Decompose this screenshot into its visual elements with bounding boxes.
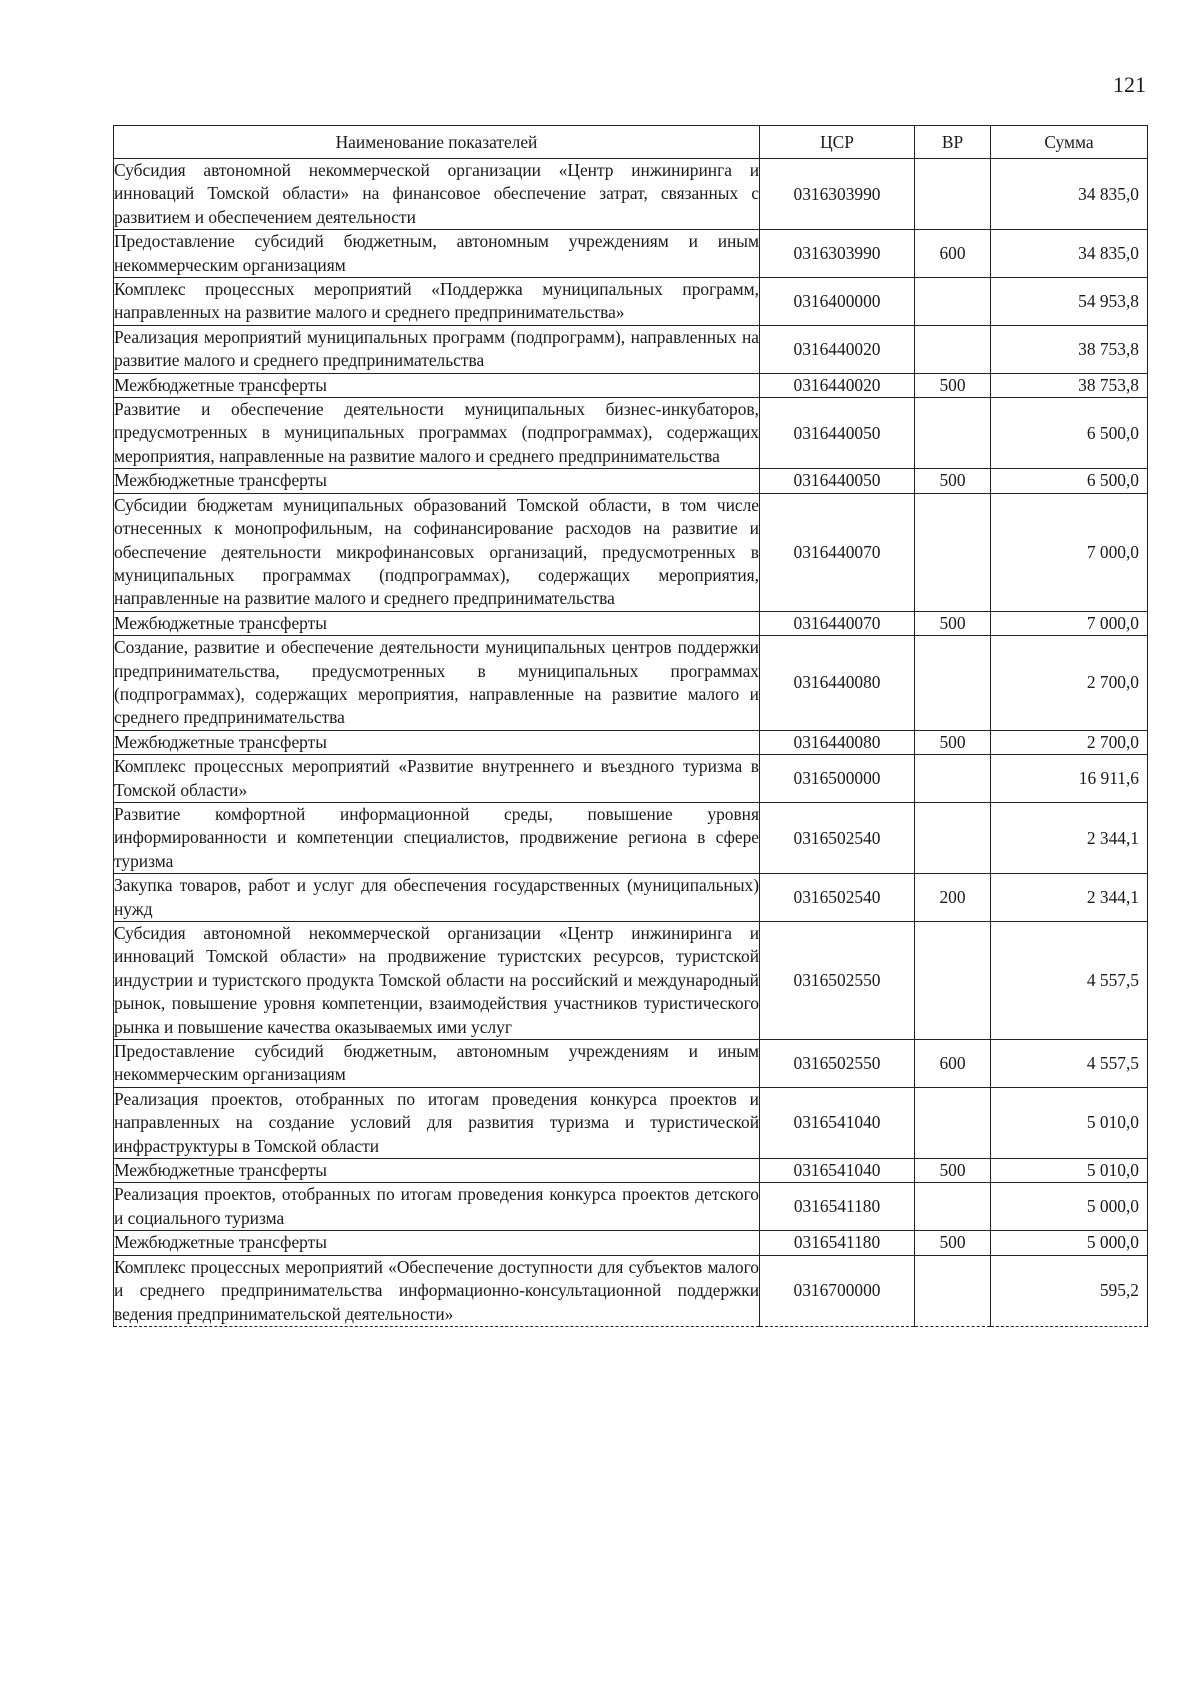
row-sum: 34 835,0 — [991, 230, 1148, 278]
row-vr — [915, 493, 991, 611]
row-csr: 0316440020 — [760, 325, 915, 373]
page-number: 121 — [1113, 72, 1146, 97]
row-sum: 7 000,0 — [991, 611, 1148, 635]
row-name: Развитие и обеспечение деятельности муниципальных бизнес-инкубаторов, предусмотренных в муниципальных программах (подпрограммах), содержащих мероприятия, направленные на развитие малого и среднего предпринимательства — [114, 398, 760, 469]
row-csr: 0316502550 — [760, 1040, 915, 1088]
row-sum: 4 557,5 — [991, 1040, 1148, 1088]
table-row — [114, 802, 1148, 873]
row-name: Субсидии бюджетам муниципальных образований Томской области, в том числе отнесенных к монопрофильным, на софинансирование расходов на развитие и обеспечение деятельности микрофинансовых организаций, предусмотренных в муниципальных программах (подпрограммах), содержащих мероприятия, направленные на развитие малого и среднего предпринимательства — [114, 493, 760, 611]
row-sum: 5 010,0 — [991, 1159, 1148, 1183]
row-vr — [915, 325, 991, 373]
header-vr: ВР — [915, 126, 991, 159]
row-sum: 6 500,0 — [991, 469, 1148, 493]
row-vr — [915, 755, 991, 803]
row-sum: 7 000,0 — [991, 493, 1148, 611]
row-sum: 2 700,0 — [991, 730, 1148, 754]
row-vr: 500 — [915, 373, 991, 397]
row-name: Субсидия автономной некоммерческой организации «Центр инжиниринга и инноваций Томской области» на финансовое обеспечение затрат, связанных с развитием и обеспечением деятельности — [114, 159, 760, 230]
row-sum: 595,2 — [991, 1255, 1148, 1326]
row-name: Развитие комфортной информационной среды, повышение уровня информированности и компетенции специалистов, продвижение региона в сфере туризма — [114, 802, 760, 873]
row-vr: 500 — [915, 1159, 991, 1183]
row-csr: 0316440050 — [760, 398, 915, 469]
row-vr: 500 — [915, 611, 991, 635]
row-csr: 0316440080 — [760, 730, 915, 754]
table-row — [114, 1231, 1148, 1255]
row-name: Межбюджетные трансферты — [114, 1231, 760, 1255]
table-row — [114, 922, 1148, 1040]
table-row — [114, 159, 1148, 230]
row-sum: 2 344,1 — [991, 802, 1148, 873]
row-name: Реализация мероприятий муниципальных программ (подпрограмм), направленных на развитие малого и среднего предпринимательства — [114, 325, 760, 373]
row-sum: 4 557,5 — [991, 922, 1148, 1040]
row-vr: 500 — [915, 469, 991, 493]
row-sum: 34 835,0 — [991, 159, 1148, 230]
table-row — [114, 493, 1148, 611]
row-sum: 5 010,0 — [991, 1087, 1148, 1158]
row-name: Создание, развитие и обеспечение деятельности муниципальных центров поддержки предпринимательства, предусмотренных в муниципальных программах (подпрограммах), содержащих мероприятия, направленные на развитие малого и среднего предпринимательства — [114, 636, 760, 731]
row-vr — [915, 398, 991, 469]
row-name: Межбюджетные трансферты — [114, 469, 760, 493]
row-csr: 0316541040 — [760, 1087, 915, 1158]
row-csr: 0316400000 — [760, 278, 915, 326]
table-row — [114, 1183, 1148, 1231]
row-vr — [915, 1183, 991, 1231]
table-row — [114, 325, 1148, 373]
row-sum: 5 000,0 — [991, 1231, 1148, 1255]
row-csr: 0316440080 — [760, 636, 915, 731]
table-row — [114, 730, 1148, 754]
row-csr: 0316502550 — [760, 922, 915, 1040]
row-vr — [915, 1255, 991, 1326]
row-csr: 0316700000 — [760, 1255, 915, 1326]
row-sum: 2 344,1 — [991, 874, 1148, 922]
header-sum: Сумма — [991, 126, 1148, 159]
row-name: Реализация проектов, отобранных по итогам проведения конкурса проектов и направленных на создание условий для развития туризма и туристической инфраструктуры в Томской области — [114, 1087, 760, 1158]
table-row — [114, 1255, 1148, 1326]
row-vr: 500 — [915, 730, 991, 754]
row-csr: 0316303990 — [760, 230, 915, 278]
row-sum: 6 500,0 — [991, 398, 1148, 469]
table-row — [114, 230, 1148, 278]
row-sum: 54 953,8 — [991, 278, 1148, 326]
row-name: Межбюджетные трансферты — [114, 1159, 760, 1183]
row-sum: 38 753,8 — [991, 373, 1148, 397]
row-sum: 16 911,6 — [991, 755, 1148, 803]
row-name: Субсидия автономной некоммерческой организации «Центр инжиниринга и инноваций Томской области» на продвижение туристских ресурсов, туристской индустрии и туристского продукта Томской области на российский и международный рынок, повышение уровня компетенции, взаимодействия участников туристического рынка и повышение качества оказываемых ими услуг — [114, 922, 760, 1040]
table-row — [114, 1159, 1148, 1183]
row-name: Закупка товаров, работ и услуг для обеспечения государственных (муниципальных) нужд — [114, 874, 760, 922]
budget-table — [113, 125, 1148, 1327]
row-csr: 0316541180 — [760, 1183, 915, 1231]
row-csr: 0316440070 — [760, 611, 915, 635]
table-row — [114, 469, 1148, 493]
row-name: Предоставление субсидий бюджетным, автономным учреждениям и иным некоммерческим организациям — [114, 230, 760, 278]
table-row — [114, 611, 1148, 635]
row-sum: 5 000,0 — [991, 1183, 1148, 1231]
table-body — [114, 159, 1148, 1327]
row-vr — [915, 278, 991, 326]
row-sum: 38 753,8 — [991, 325, 1148, 373]
table-header-row — [114, 126, 1148, 159]
table-row — [114, 278, 1148, 326]
row-name: Предоставление субсидий бюджетным, автономным учреждениям и иным некоммерческим организациям — [114, 1040, 760, 1088]
row-vr: 600 — [915, 230, 991, 278]
row-csr: 0316500000 — [760, 755, 915, 803]
row-name: Межбюджетные трансферты — [114, 611, 760, 635]
table-row — [114, 373, 1148, 397]
row-name: Комплекс процессных мероприятий «Развитие внутреннего и въездного туризма в Томской области» — [114, 755, 760, 803]
row-csr: 0316541040 — [760, 1159, 915, 1183]
row-vr: 600 — [915, 1040, 991, 1088]
header-csr: ЦСР — [760, 126, 915, 159]
table-row — [114, 1040, 1148, 1088]
table-row — [114, 1087, 1148, 1158]
row-name: Комплекс процессных мероприятий «Поддержка муниципальных программ, направленных на развитие малого и среднего предпринимательства» — [114, 278, 760, 326]
row-vr — [915, 159, 991, 230]
row-vr — [915, 922, 991, 1040]
header-name: Наименование показателей — [114, 126, 760, 159]
row-vr: 200 — [915, 874, 991, 922]
row-sum: 2 700,0 — [991, 636, 1148, 731]
table-row — [114, 755, 1148, 803]
row-csr: 0316440050 — [760, 469, 915, 493]
row-vr: 500 — [915, 1231, 991, 1255]
row-name: Комплекс процессных мероприятий «Обеспечение доступности для субъектов малого и среднего предпринимательства информационно-консультационной поддержки ведения предпринимательской деятельности» — [114, 1255, 760, 1326]
table-row — [114, 874, 1148, 922]
row-name: Реализация проектов, отобранных по итогам проведения конкурса проектов детского и социального туризма — [114, 1183, 760, 1231]
row-vr — [915, 636, 991, 731]
row-csr: 0316303990 — [760, 159, 915, 230]
table-row — [114, 636, 1148, 731]
row-vr — [915, 802, 991, 873]
table-row — [114, 398, 1148, 469]
row-csr: 0316440020 — [760, 373, 915, 397]
row-csr: 0316440070 — [760, 493, 915, 611]
row-vr — [915, 1087, 991, 1158]
row-name: Межбюджетные трансферты — [114, 730, 760, 754]
row-name: Межбюджетные трансферты — [114, 373, 760, 397]
row-csr: 0316541180 — [760, 1231, 915, 1255]
row-csr: 0316502540 — [760, 874, 915, 922]
row-csr: 0316502540 — [760, 802, 915, 873]
